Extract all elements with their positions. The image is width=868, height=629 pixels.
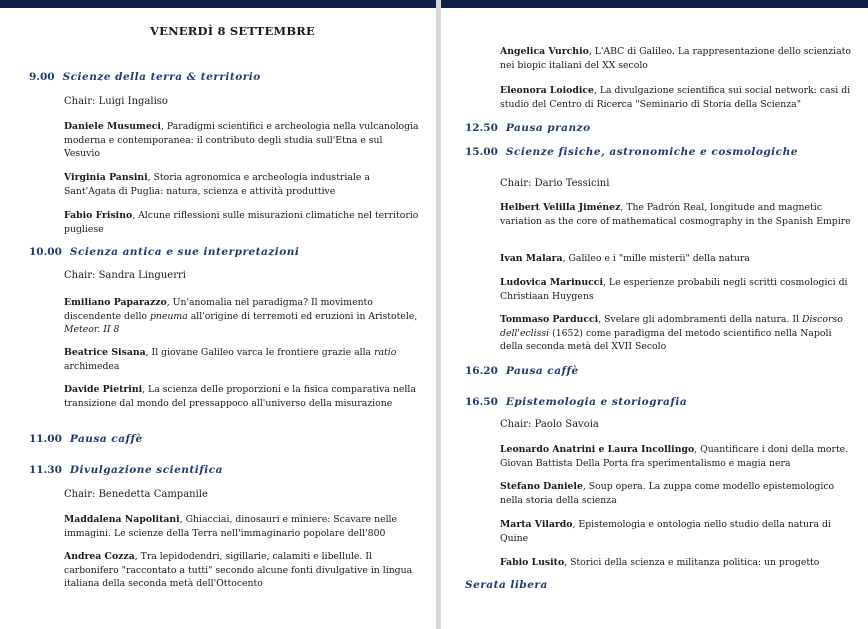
talk-entry <box>500 276 855 303</box>
talk-title: all'origine di terremoti ed eruzioni in Aristotele, <box>187 310 418 322</box>
talk-title: archimedea <box>64 360 120 372</box>
session-time: 16.20 <box>465 365 498 377</box>
talk-title: , Un'anomalia nel paradigma? Il movimento discendente dello <box>64 297 373 322</box>
session-heading <box>465 396 687 408</box>
session-time: 11.30 <box>29 464 62 476</box>
session-title: Pausa pranzo <box>505 122 591 134</box>
talk-entry <box>500 480 855 507</box>
session-chair: Chair: Benedetta Campanile <box>64 489 208 500</box>
talk-speaker: Ludovica Marinucci <box>500 277 603 288</box>
talk-title: , Il giovane Galileo varca le frontiere grazie alla <box>145 347 375 358</box>
talk-title: , Epistemologia e ontologia nello studio della natura di Quine <box>500 519 831 544</box>
talk-title-italic: Meteor. II 8 <box>64 324 120 336</box>
session-chair: Chair: Sandra Linguerri <box>64 270 186 281</box>
talk-title: , Storici della scienza e militanza politica: un progetto <box>564 557 820 568</box>
talk-speaker: Fabio Lusito <box>500 557 565 568</box>
talk-title: , Ghiacciai, dinosauri e miniere: Scavare nelle immagini. Le scienze della Terra nell'immaginario popolare dell'800 <box>64 514 398 539</box>
top-band <box>0 0 436 8</box>
talk-title: , The Padrón Real, longitude and magnetic variation as the core of mathematical cosmography in the Spanish Empire <box>500 202 851 227</box>
talk-entry <box>500 443 855 470</box>
talk-entry <box>500 313 855 354</box>
session-heading <box>29 464 223 476</box>
talk-entry <box>500 84 855 111</box>
talk-title: , Paradigmi scientifici e archeologia nella vulcanologia moderna e contemporanea: il contributo degli studia sull'Etna e sul Vesuvio <box>64 121 419 160</box>
talk-speaker: Helbert Velilla Jiménez <box>500 202 621 213</box>
talk-title: (1652) come paradigma del metodo scientifico nella Napoli della seconda metà del XVII Secolo <box>500 327 832 353</box>
talk-entry <box>64 383 419 410</box>
talk-entry <box>64 513 419 540</box>
session-time: 10.00 <box>29 246 62 258</box>
talk-title-italic: ratio <box>374 347 397 358</box>
talk-speaker: Tommaso Parducci <box>500 314 599 325</box>
session-time: 16.50 <box>465 396 498 408</box>
talk-speaker: Beatrice Sisana <box>64 347 146 358</box>
talk-entry <box>500 252 855 266</box>
session-heading <box>29 433 143 445</box>
talk-entry <box>500 201 855 228</box>
talk-title: , Storia agronomica e archeologia industriale a Sant'Agata di Puglia: natura, scienza e attività produttive <box>64 172 370 197</box>
session-title: Scienze della terra & territorio <box>62 71 261 83</box>
talk-speaker: Virginia Pansini <box>64 172 148 183</box>
session-time: 12.50 <box>465 122 498 134</box>
talk-speaker: Ivan Malara <box>500 253 563 264</box>
talk-title: , Tra lepidodendri, sigillarie, calamiti e libellule. Il carbonifero "raccontato a tutti" secondo alcune fonti divulgative in lingua italiana della seconda metà dell'Ottocento <box>64 551 413 590</box>
session-title: Pausa caffè <box>69 433 143 445</box>
talk-speaker: Eleonora Loiodice <box>500 85 594 96</box>
session-title: Pausa caffè <box>505 365 579 377</box>
talk-title: , Svelare gli adombramenti della natura. Il <box>598 314 802 325</box>
session-title: Serata libera <box>465 579 548 591</box>
session-heading <box>465 146 798 158</box>
session-title: Scienze fisiche, astronomiche e cosmologiche <box>505 146 798 158</box>
talk-speaker: Leonardo Anatrini e Laura Incollingo <box>500 444 695 455</box>
talk-speaker: Emiliano Paparazzo <box>64 297 167 308</box>
session-title: Scienza antica e sue interpretazioni <box>69 246 300 258</box>
page-right <box>441 0 868 629</box>
talk-title: , Alcune riflessioni sulle misurazioni climatiche nel territorio pugliese <box>64 210 419 235</box>
talk-speaker: Andrea Cozza <box>64 551 135 562</box>
talk-title-italic: pneuma <box>149 310 188 322</box>
talk-entry <box>64 346 419 373</box>
session-heading <box>29 71 261 83</box>
session-time: 11.00 <box>29 433 62 445</box>
talk-speaker: Fabio Frisino <box>64 210 133 221</box>
talk-title: , Le esperienze probabili negli scritti cosmologici di Christiaan Huygens <box>500 277 848 302</box>
talk-speaker: Davide Pietrini <box>64 384 143 395</box>
session-time: 15.00 <box>465 146 498 158</box>
talk-speaker: Maddalena Napolitani <box>64 514 180 525</box>
top-band <box>441 0 868 8</box>
talk-title: , Galileo e i "mille misterii" della natura <box>562 253 750 264</box>
talk-entry <box>64 209 419 236</box>
talk-title: , Soup opera. La zuppa come modello epistemologico nella storia della scienza <box>500 481 835 506</box>
talk-speaker: Angelica Vurchio <box>500 46 589 57</box>
talk-entry <box>64 171 419 198</box>
session-heading <box>465 579 548 591</box>
talk-speaker: Daniele Musumeci <box>64 121 161 132</box>
session-title: Epistemologia e storiografia <box>505 396 688 408</box>
talk-title: , L'ABC di Galileo. La rappresentazione dello scienziato nei biopic italiani del XX secolo <box>500 46 851 71</box>
session-heading <box>465 122 591 134</box>
talk-entry <box>500 518 855 545</box>
talk-entry <box>500 45 855 72</box>
talk-entry <box>64 550 419 591</box>
talk-title-italic: Discorso dell'eclissi <box>500 314 843 339</box>
talk-speaker: Stefano Daniele <box>500 481 583 492</box>
session-time: 9.00 <box>29 71 55 83</box>
talk-entry <box>500 556 855 570</box>
talk-speaker: Marta Vilardo <box>500 519 573 530</box>
talk-title: , La scienza delle proporzioni e la fisica comparativa nella transizione dal mondo del pressappoco all'universo della misurazione <box>64 384 416 409</box>
talk-title: , Quantificare i doni della morte. Giovan Battista Della Porta fra sperimentalismo e magia nera <box>500 444 849 469</box>
talk-entry <box>64 120 419 161</box>
session-title: Divulgazione scientifica <box>69 464 223 476</box>
session-chair: Chair: Dario Tessicini <box>500 178 610 189</box>
session-chair: Chair: Paolo Savoia <box>500 419 599 430</box>
talk-entry <box>64 296 419 337</box>
talk-title: , La divulgazione scientifica sui social network: casi di studio del Centro di Ricerca "Seminario di Storia della Scienza" <box>500 85 851 110</box>
session-chair: Chair: Luigi Ingaliso <box>64 96 168 107</box>
day-title: VENERDÌ 8 SETTEMBRE <box>150 24 315 38</box>
session-heading <box>465 365 579 377</box>
session-heading <box>29 246 299 258</box>
